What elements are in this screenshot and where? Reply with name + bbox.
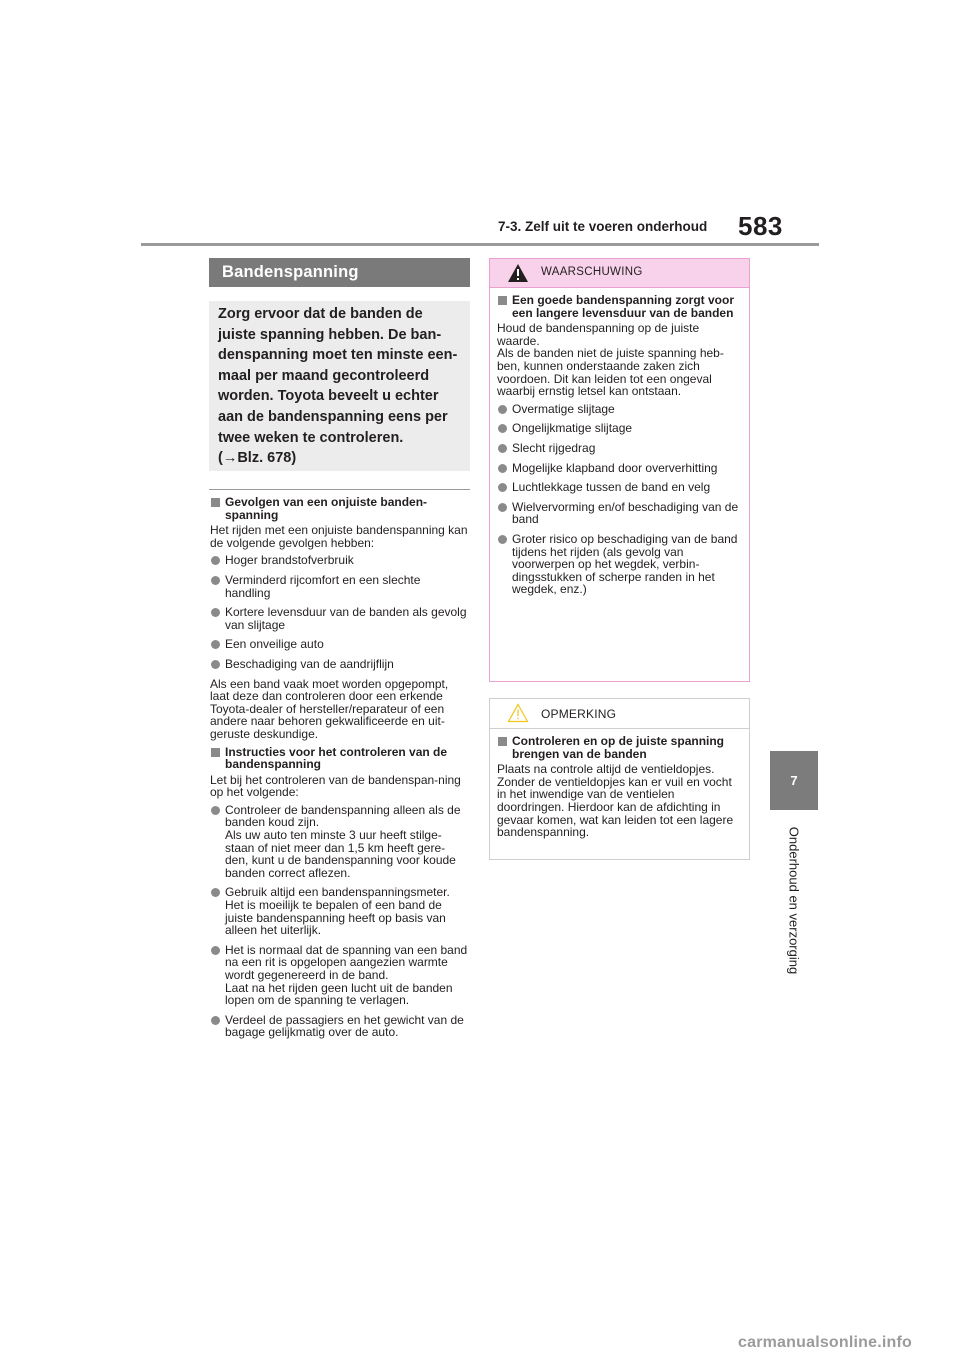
list-item: Groter risico op beschadiging van de band tijdens het rijden (als gevolg van voorwerpen op het wegdek, verbin-dingsstukken of scherpe randen in het wegdek, enz.) <box>497 533 742 596</box>
chapter-label <box>770 818 818 988</box>
warning-heading: Een goede bandenspanning zorgt voor een langere levensduur van de banden <box>497 294 742 319</box>
list-item-extra: Laat na het rijden geen lucht uit de banden lopen om de spanning te verlagen. <box>225 980 453 1008</box>
list-item: Wielvervorming en/of beschadiging van de band <box>497 501 742 526</box>
list-item: Ongelijkmatige slijtage <box>497 422 742 435</box>
warning-body <box>490 288 749 596</box>
list-item-text: Verdeel de passagiers en het gewicht van de bagage gelijkmatig over de auto. <box>225 1012 464 1040</box>
page-reference: (→Blz. 678) <box>218 450 297 467</box>
footer-watermark: carmanualsonline.info <box>738 1334 913 1351</box>
chapter-number-tab: 7 <box>770 751 818 810</box>
list-item: Slecht rijgedrag <box>497 442 742 455</box>
note-title: OPMERKING <box>541 707 617 721</box>
note-body <box>490 729 749 839</box>
warning-triangle-icon <box>507 263 529 283</box>
list-item <box>210 944 468 1007</box>
section-divider <box>209 489 470 490</box>
page-number: 583 <box>738 211 783 241</box>
list-item: Overmatige slijtage <box>497 403 742 416</box>
list-item: Hoger brandstofverbruik <box>210 554 468 567</box>
header-divider <box>141 243 819 246</box>
note-title-bar <box>490 699 749 729</box>
consequences-outro: Als een band vaak moet worden opgepompt, laat deze dan controleren door een erkende Toyota-dealer of hersteller/reparateur of een andere naar behoren gekwalificeerde en uit-geruste deskundige. <box>210 676 449 741</box>
instructions-intro: Let bij het controleren van de bandenspan-ning op het volgende: <box>210 772 461 800</box>
list-item: Verminderd rijcomfort en een slechte handling <box>210 574 468 599</box>
warning-title-bar <box>490 259 749 288</box>
intro-line: worden. Toyota beveelt u echter <box>218 388 439 405</box>
warning-title: WAARSCHUWING <box>541 266 643 278</box>
list-item: Luchtlekkage tussen de band en velg <box>497 481 742 494</box>
note-heading: Controleren en op de juiste spanning brengen van de banden <box>497 735 742 760</box>
list-item-extra: Als uw auto ten minste 3 uur heeft stilge-staan of niet meer dan 1,5 km heeft gere-den, kunt u de bandenspanning voor koude banden correct aflezen. <box>225 828 456 880</box>
list-item-text: Het is normaal dat de spanning van een band na een rit is opgelopen aangezien warmte wordt gegenereerd in de band. <box>225 942 468 982</box>
left-column <box>210 496 468 1046</box>
list-item: Beschadiging van de aandrijflijn <box>210 658 468 671</box>
intro-line: Zorg ervoor dat de banden de <box>218 306 423 322</box>
instructions-heading: Instructies voor het controleren van de bandenspanning <box>210 746 468 771</box>
intro-line: denspanning moet ten minste een- <box>218 347 458 364</box>
list-item-text: Gebruik altijd een bandenspanningsmeter. <box>225 885 450 900</box>
chapter-label-text: Onderhoud en verzorging <box>786 826 802 975</box>
consequences-intro: Het rijden met een onjuiste bandenspanning kan de volgende gevolgen hebben: <box>210 523 468 550</box>
intro-line: juiste spanning hebben. De ban- <box>218 326 442 343</box>
list-item: Een onveilige auto <box>210 638 468 651</box>
list-item <box>210 1014 468 1039</box>
list-item: Kortere levensduur van de banden als gevolg van slijtage <box>210 606 468 631</box>
caution-triangle-icon <box>507 703 529 723</box>
intro-line: maal per maand gecontroleerd <box>218 367 430 384</box>
list-item-text: Controleer de bandenspanning alleen als de banden koud zijn. <box>225 802 461 830</box>
warning-text: Als de banden niet de juiste spanning heb-ben, kunnen onderstaande zaken zich voordoen. Dit kan leiden tot een ongeval waarbij ernstig letsel kan ontstaan. <box>497 346 724 399</box>
list-item <box>210 886 468 936</box>
intro-box <box>209 301 470 471</box>
list-item <box>210 804 468 880</box>
section-title: 7-3. Zelf uit te voeren onderhoud <box>498 219 708 234</box>
tire-pressure-title: Bandenspanning <box>209 258 470 287</box>
intro-line: twee weken te controleren. <box>218 429 404 446</box>
list-item: Mogelijke klapband door oververhitting <box>497 462 742 475</box>
note-box <box>489 698 750 860</box>
warning-text: Houd de bandenspanning op de juiste waarde. <box>497 321 700 348</box>
consequences-heading: Gevolgen van een onjuiste banden-spanning <box>210 496 468 521</box>
intro-line: aan de bandenspanning eens per <box>218 408 448 425</box>
warning-box <box>489 258 750 682</box>
list-item-extra: Het is moeilijk te bepalen of een band de juiste bandenspanning heeft op basis van alleen het uiterlijk. <box>225 898 446 938</box>
note-text: Plaats na controle altijd de ventieldopjes. Zonder de ventieldopjes kan er vuil en vocht in het inwendige van de ventielen doordringen. Hierdoor kan de afdichting in gevaar komen, wat kan leiden tot een lagere bandenspanning. <box>497 762 734 840</box>
